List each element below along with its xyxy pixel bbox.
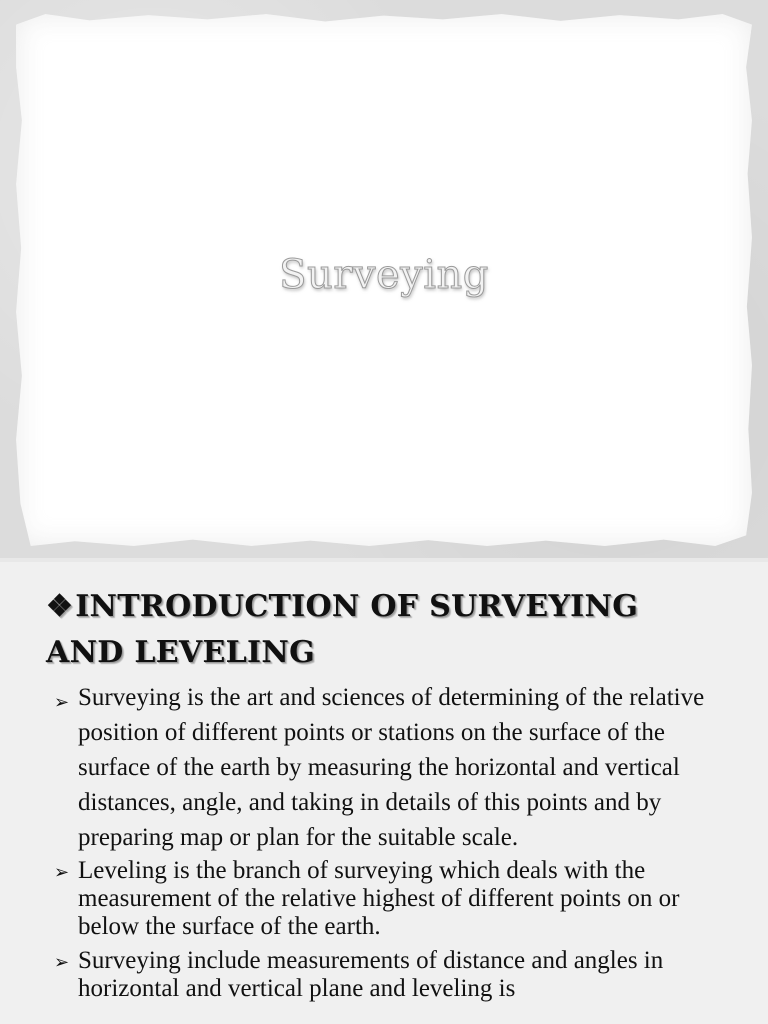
bullet-text: Surveying include measurements of distance and angles in horizontal and vertical plane and leveling is [78, 947, 664, 1002]
arrow-bullet-icon: ➢ [54, 692, 70, 713]
list-item [54, 857, 714, 941]
slide-title: Surveying [279, 252, 489, 298]
arrow-bullet-icon: ➢ [54, 952, 70, 973]
bullet-list [54, 680, 714, 1003]
bullet-text: Leveling is the branch of surveying which deals with the measurement of the relative highest of different points on or below the surface of the earth. [78, 857, 680, 940]
list-item [54, 947, 714, 1003]
list-item [54, 680, 714, 855]
heading-text: INTRODUCTION OF SURVEYING AND LEVELING [46, 589, 639, 670]
arrow-bullet-icon: ➢ [54, 862, 70, 883]
bullet-text: Surveying is the art and sciences of determining of the relative position of different points or stations on the surface of the surface of the earth by measuring the horizontal and vertical distances, angle, and taking in details of this points and by preparing map or plan for the suitable scale. [78, 684, 705, 851]
slide-heading [46, 584, 726, 676]
diamond-bullet-icon: ❖ [46, 589, 74, 624]
slide-2 [0, 562, 768, 1024]
